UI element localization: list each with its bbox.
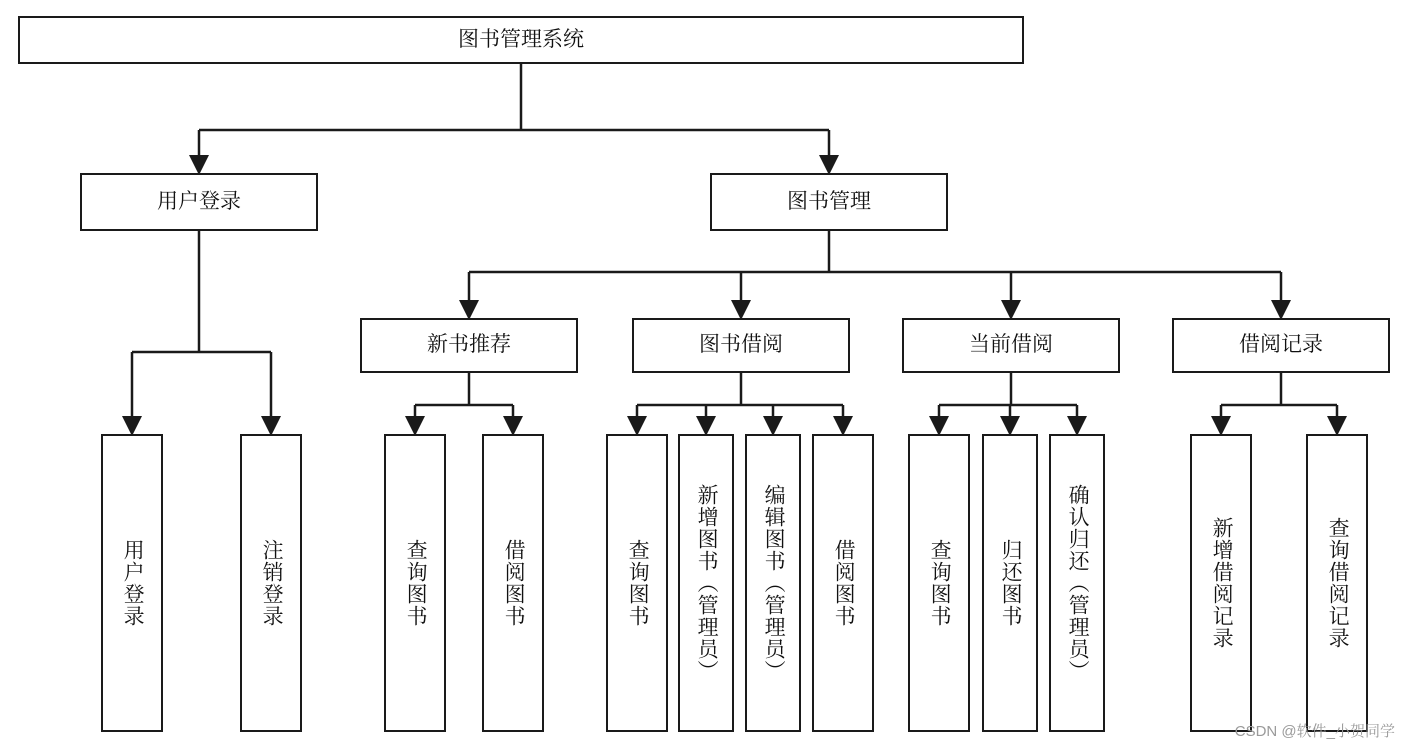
- node-book-borrow-label: 图书借阅: [699, 333, 783, 357]
- node-user-login-label: 用户登录: [157, 189, 241, 213]
- node-root-label: 图书管理系统: [458, 27, 584, 51]
- node-book-management-label: 图书管理: [787, 189, 871, 213]
- leaf-confirm-return-label: 确认归还（管理员）: [1066, 484, 1090, 682]
- watermark: CSDN @软件_小贺同学: [1234, 723, 1395, 740]
- node-book-management[interactable]: [710, 173, 948, 231]
- leaf-query-book-current[interactable]: [908, 434, 970, 732]
- leaf-confirm-return[interactable]: [1049, 434, 1105, 732]
- leaf-query-book-current-label: 查询图书: [928, 539, 952, 627]
- node-new-book-recommend[interactable]: [360, 318, 578, 373]
- leaf-query-book-newbook[interactable]: [384, 434, 446, 732]
- leaf-query-book-borrow[interactable]: [606, 434, 668, 732]
- leaf-borrow-book-newbook-label: 借阅图书: [502, 539, 526, 627]
- leaf-add-borrow-record-label: 新增借阅记录: [1210, 517, 1234, 649]
- leaf-logout[interactable]: [240, 434, 302, 732]
- leaf-logout-label: 注销登录: [260, 539, 284, 627]
- leaf-return-book-label: 归还图书: [999, 539, 1023, 627]
- node-borrow-record-label: 借阅记录: [1239, 333, 1323, 357]
- node-new-book-recommend-label: 新书推荐: [427, 333, 511, 357]
- leaf-borrow-book-label: 借阅图书: [832, 539, 856, 627]
- leaf-add-book-label: 新增图书（管理员）: [695, 484, 719, 682]
- node-current-borrow[interactable]: [902, 318, 1120, 373]
- leaf-user-login[interactable]: [101, 434, 163, 732]
- node-book-borrow[interactable]: [632, 318, 850, 373]
- node-user-login[interactable]: [80, 173, 318, 231]
- leaf-query-borrow-record-label: 查询借阅记录: [1326, 517, 1350, 649]
- leaf-user-login-label: 用户登录: [121, 539, 145, 627]
- leaf-return-book[interactable]: [982, 434, 1038, 732]
- leaf-add-borrow-record[interactable]: [1190, 434, 1252, 732]
- leaf-query-book-newbook-label: 查询图书: [404, 539, 428, 627]
- node-borrow-record[interactable]: [1172, 318, 1390, 373]
- leaf-query-borrow-record[interactable]: [1306, 434, 1368, 732]
- leaf-add-book[interactable]: [678, 434, 734, 732]
- node-root[interactable]: [18, 16, 1024, 64]
- leaf-edit-book[interactable]: [745, 434, 801, 732]
- node-current-borrow-label: 当前借阅: [969, 333, 1053, 357]
- leaf-borrow-book[interactable]: [812, 434, 874, 732]
- leaf-query-book-borrow-label: 查询图书: [626, 539, 650, 627]
- leaf-borrow-book-newbook[interactable]: [482, 434, 544, 732]
- leaf-edit-book-label: 编辑图书（管理员）: [762, 484, 786, 682]
